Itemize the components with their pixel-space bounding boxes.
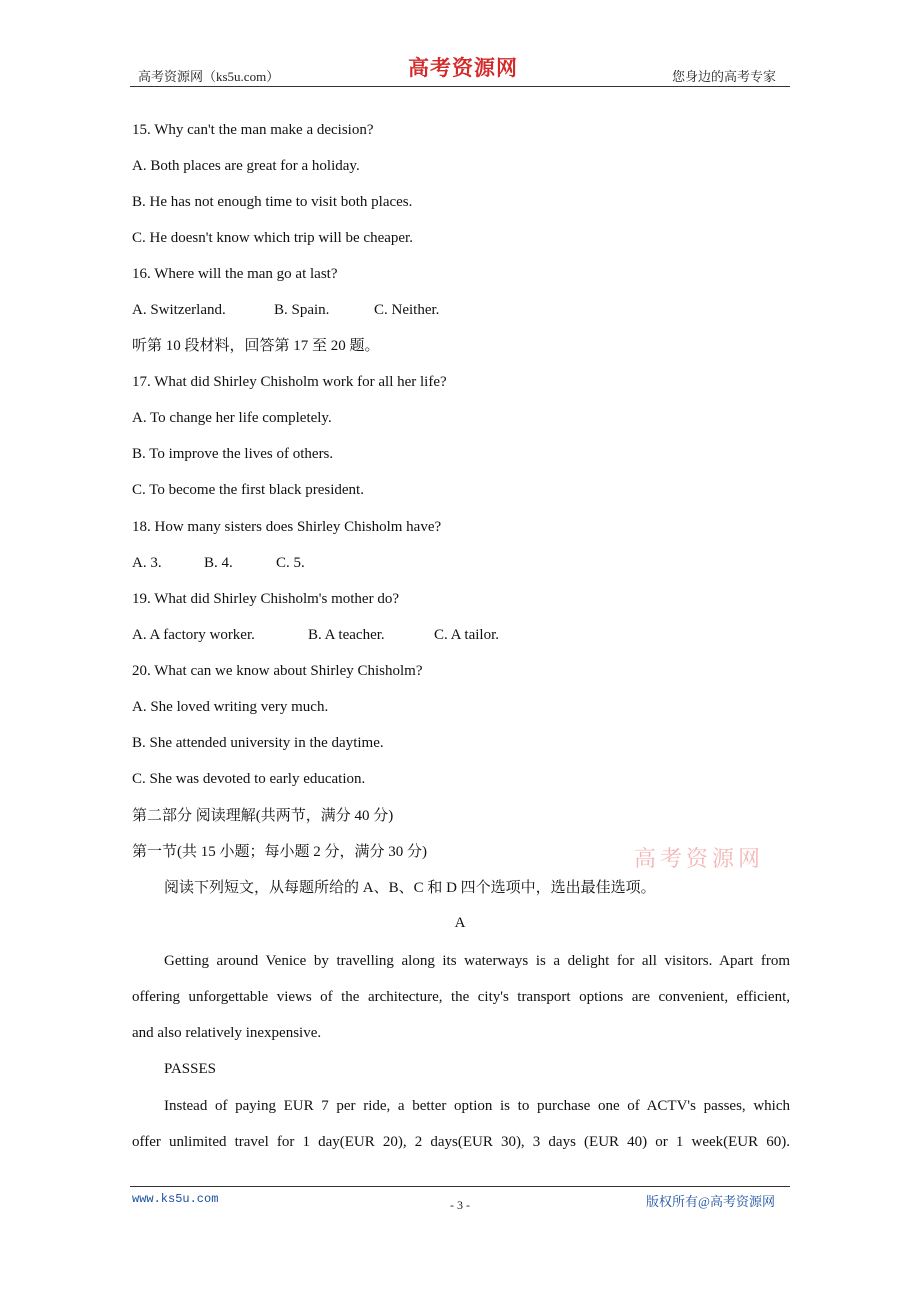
header-logo: 高考资源网 xyxy=(408,55,518,80)
passage-p1-line3: and also relatively inexpensive. xyxy=(132,1025,322,1041)
q17-option-a: A. To change her life completely. xyxy=(132,410,332,426)
header-slogan: 您身边的高考专家 xyxy=(672,69,777,84)
passage-p2-line1: Instead of paying EUR 7 per ride, a better option is to purchase one of ACTV's passes, which xyxy=(164,1098,790,1114)
q19-option-b: B. A teacher. xyxy=(308,627,385,643)
q19-option-c: C. A tailor. xyxy=(434,627,500,643)
question-16: 16. Where will the man go at last? xyxy=(132,266,338,282)
reading-instruction: 阅读下列短文，从每题所给的 A、B、C 和 D 四个选项中，选出最佳选项。 xyxy=(164,880,656,896)
q17-option-b: B. To improve the lives of others. xyxy=(132,446,334,462)
q20-option-c: C. She was devoted to early education. xyxy=(132,771,366,787)
passage-heading-passes: PASSES xyxy=(164,1061,216,1077)
header-divider xyxy=(130,86,790,87)
watermark: 高考资源网 xyxy=(634,847,765,872)
passage-title: A xyxy=(454,915,466,931)
q15-option-a: A. Both places are great for a holiday. xyxy=(132,158,360,174)
q15-option-c: C. He doesn't know which trip will be cheaper. xyxy=(132,230,413,246)
question-20: 20. What can we know about Shirley Chisholm? xyxy=(132,663,423,679)
footer-copyright: 版权所有@高考资源网 xyxy=(646,1194,775,1209)
q18-options xyxy=(132,553,305,573)
q15-option-b: B. He has not enough time to visit both places. xyxy=(132,194,413,210)
question-15: 15. Why can't the man make a decision? xyxy=(132,122,374,138)
q20-option-b: B. She attended university in the daytime. xyxy=(132,735,384,751)
question-18: 18. How many sisters does Shirley Chisholm have? xyxy=(132,519,442,535)
passage-p2-line2: offer unlimited travel for 1 day(EUR 20), 2 days(EUR 30), 3 days (EUR 40) or 1 week(EUR 60). xyxy=(132,1134,790,1150)
question-17: 17. What did Shirley Chisholm work for all her life? xyxy=(132,374,447,390)
section-1-heading: 第一节(共 15 小题；每小题 2 分，满分 30 分) xyxy=(132,844,427,860)
q19-options xyxy=(132,625,499,645)
q16-option-a: A. Switzerland. xyxy=(132,302,226,318)
q16-option-c: C. Neither. xyxy=(374,302,440,318)
q18-option-a: A. 3. xyxy=(132,555,162,571)
passage-p1-line1: Getting around Venice by travelling along its waterways is a delight for all visitors. Apart from xyxy=(164,953,790,969)
q16-option-b: B. Spain. xyxy=(274,302,330,318)
q17-option-c: C. To become the first black president. xyxy=(132,482,364,498)
page-number: - 3 - xyxy=(450,1198,470,1212)
instruction-section-10: 听第 10 段材料，回答第 17 至 20 题。 xyxy=(132,338,380,354)
q18-option-c: C. 5. xyxy=(276,555,305,571)
q20-option-a: A. She loved writing very much. xyxy=(132,699,329,715)
part-2-heading: 第二部分 阅读理解(共两节，满分 40 分) xyxy=(132,808,394,824)
q19-option-a: A. A factory worker. xyxy=(132,627,255,643)
header-site-name: 高考资源网（ks5u.com） xyxy=(138,69,280,84)
footer-divider xyxy=(130,1186,790,1187)
footer-website-link[interactable]: www.ks5u.com xyxy=(132,1192,219,1206)
passage-p1-line2: offering unforgettable views of the architecture, the city's transport options are convenient, efficient, xyxy=(132,989,790,1005)
q18-option-b: B. 4. xyxy=(204,555,233,571)
question-19: 19. What did Shirley Chisholm's mother do? xyxy=(132,591,399,607)
q16-options xyxy=(132,300,439,320)
